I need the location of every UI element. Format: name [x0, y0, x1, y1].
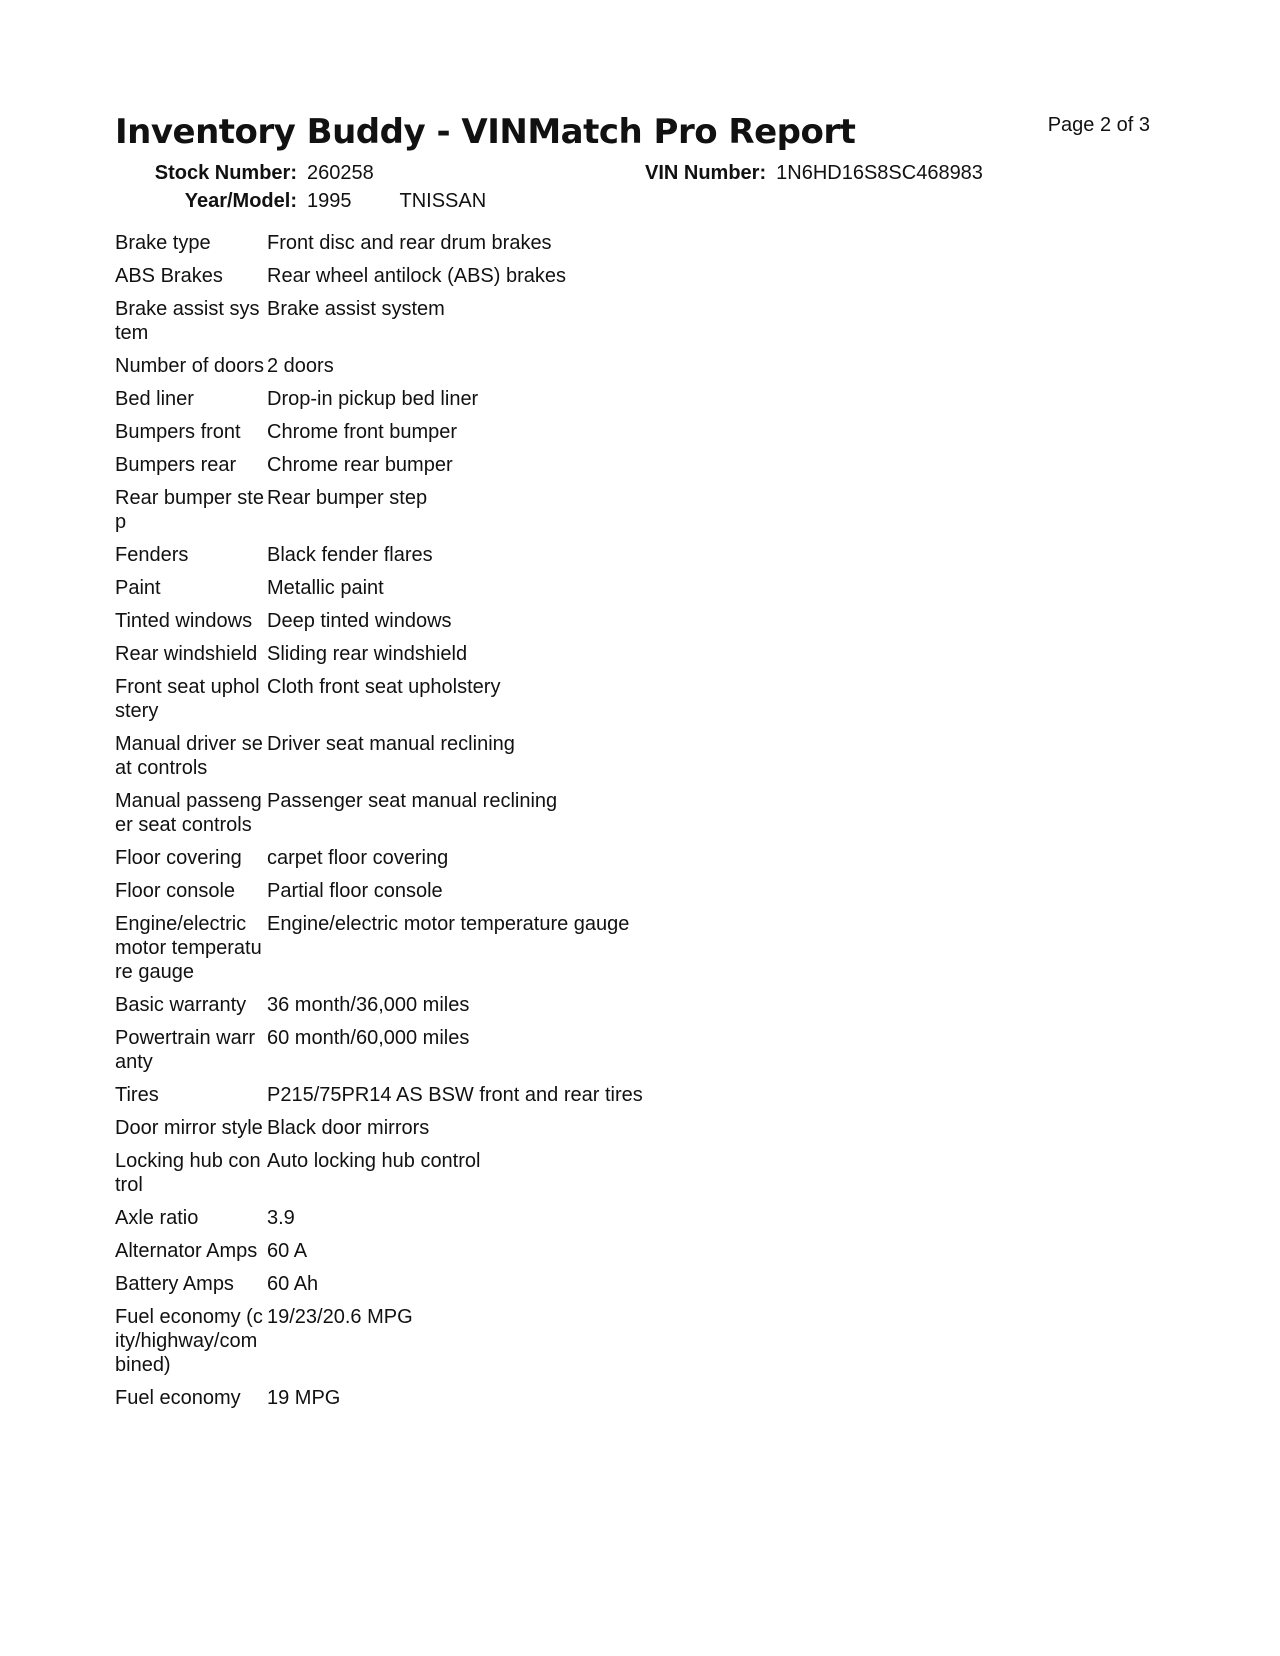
spec-row	[115, 675, 735, 732]
spec-value: 3.9	[267, 1207, 295, 1229]
spec-row	[115, 543, 735, 576]
stock-number	[115, 162, 374, 185]
spec-row	[115, 1116, 735, 1149]
spec-label: ABS Brakes	[115, 265, 223, 287]
spec-value: Driver seat manual reclining	[267, 733, 515, 755]
spec-row	[115, 993, 735, 1026]
spec-value: Chrome front bumper	[267, 421, 458, 443]
spec-label: Brake type	[115, 232, 211, 254]
page-number: Page 2 of 3	[1047, 114, 1150, 136]
spec-row	[115, 846, 735, 879]
spec-value: Engine/electric motor temperature gauge	[267, 913, 630, 935]
spec-row	[115, 354, 735, 387]
spec-table-body	[115, 231, 735, 1419]
vin-number-value: 1N6HD16S8SC468983	[776, 162, 983, 184]
model-value: TNISSAN	[399, 190, 487, 212]
year-model	[115, 190, 486, 213]
spec-label: Battery Amps	[115, 1273, 234, 1295]
spec-value: Deep tinted windows	[267, 610, 452, 632]
spec-label: Fuel economy (city/highway/combined)	[115, 1306, 263, 1376]
spec-value: Chrome rear bumper	[267, 454, 453, 476]
spec-label: Brake assist system	[115, 298, 260, 344]
spec-value: 19 MPG	[267, 1387, 341, 1409]
spec-label: Axle ratio	[115, 1207, 199, 1229]
spec-row	[115, 912, 735, 993]
spec-label: Fenders	[115, 544, 189, 566]
spec-row	[115, 879, 735, 912]
spec-row	[115, 486, 735, 543]
year-model-label: Year/Model:	[184, 190, 297, 212]
spec-value: 2 doors	[267, 355, 334, 377]
spec-row	[115, 1149, 735, 1206]
spec-row	[115, 453, 735, 486]
spec-label: Rear windshield	[115, 643, 258, 665]
spec-value: 60 month/60,000 miles	[267, 1027, 470, 1049]
spec-label: Front seat upholstery	[115, 676, 260, 722]
spec-value: Rear bumper step	[267, 487, 428, 509]
spec-value: Drop-in pickup bed liner	[267, 388, 479, 410]
spec-label: Rear bumper step	[115, 487, 264, 533]
spec-row	[115, 1305, 735, 1386]
spec-value: 60 A	[267, 1240, 308, 1262]
spec-row	[115, 789, 735, 846]
spec-label: Manual driver seat controls	[115, 733, 263, 779]
spec-value: Metallic paint	[267, 577, 384, 599]
spec-label: Engine/electric motor temperature gauge	[115, 913, 262, 983]
spec-value: 19/23/20.6 MPG	[267, 1306, 413, 1328]
spec-label: Manual passenger seat controls	[115, 790, 262, 836]
spec-row	[115, 297, 735, 354]
year-value: 1995	[307, 190, 352, 212]
vin-number	[645, 162, 983, 185]
spec-label: Powertrain warranty	[115, 1027, 256, 1073]
spec-value: Brake assist system	[267, 298, 445, 320]
spec-label: Bumpers rear	[115, 454, 237, 476]
spec-row	[115, 420, 735, 453]
spec-label: Bed liner	[115, 388, 194, 410]
spec-label: Floor console	[115, 880, 236, 902]
spec-row	[115, 231, 735, 264]
spec-value: Rear wheel antilock (ABS) brakes	[267, 265, 567, 287]
spec-label: Alternator Amps	[115, 1240, 258, 1262]
spec-value: Auto locking hub control	[267, 1150, 481, 1172]
spec-value: Passenger seat manual reclining	[267, 790, 558, 812]
spec-label: Tires	[115, 1084, 159, 1106]
report-title: Inventory Buddy - VINMatch Pro Report	[115, 112, 856, 152]
spec-label: Basic warranty	[115, 994, 247, 1016]
spec-row	[115, 732, 735, 789]
spec-row	[115, 264, 735, 297]
spec-label: Tinted windows	[115, 610, 253, 632]
spec-row	[115, 1206, 735, 1239]
spec-label: Number of doors	[115, 355, 264, 377]
spec-row	[115, 1272, 735, 1305]
vin-number-label: VIN Number:	[645, 162, 767, 184]
spec-row	[115, 642, 735, 675]
spec-label: Floor covering	[115, 847, 242, 869]
stock-number-label: Stock Number:	[154, 162, 297, 184]
spec-label: Door mirror style	[115, 1117, 263, 1139]
spec-value: Black fender flares	[267, 544, 433, 566]
spec-value: Black door mirrors	[267, 1117, 430, 1139]
spec-table	[115, 231, 735, 1419]
spec-value: carpet floor covering	[267, 847, 449, 869]
spec-row	[115, 1026, 735, 1083]
spec-row	[115, 1386, 735, 1419]
spec-label: Fuel economy	[115, 1387, 241, 1409]
spec-value: Partial floor console	[267, 880, 443, 902]
spec-row	[115, 1239, 735, 1272]
spec-label: Locking hub control	[115, 1150, 261, 1196]
spec-row	[115, 609, 735, 642]
spec-value: P215/75PR14 AS BSW front and rear tires	[267, 1084, 643, 1106]
stock-number-value: 260258	[307, 162, 374, 184]
spec-value: 60 Ah	[267, 1273, 319, 1295]
spec-label: Paint	[115, 577, 161, 599]
spec-value: Cloth front seat upholstery	[267, 676, 501, 698]
spec-value: 36 month/36,000 miles	[267, 994, 470, 1016]
spec-value: Sliding rear windshield	[267, 643, 468, 665]
spec-label: Bumpers front	[115, 421, 241, 443]
spec-row	[115, 576, 735, 609]
spec-row	[115, 387, 735, 420]
spec-row	[115, 1083, 735, 1116]
spec-value: Front disc and rear drum brakes	[267, 232, 552, 254]
